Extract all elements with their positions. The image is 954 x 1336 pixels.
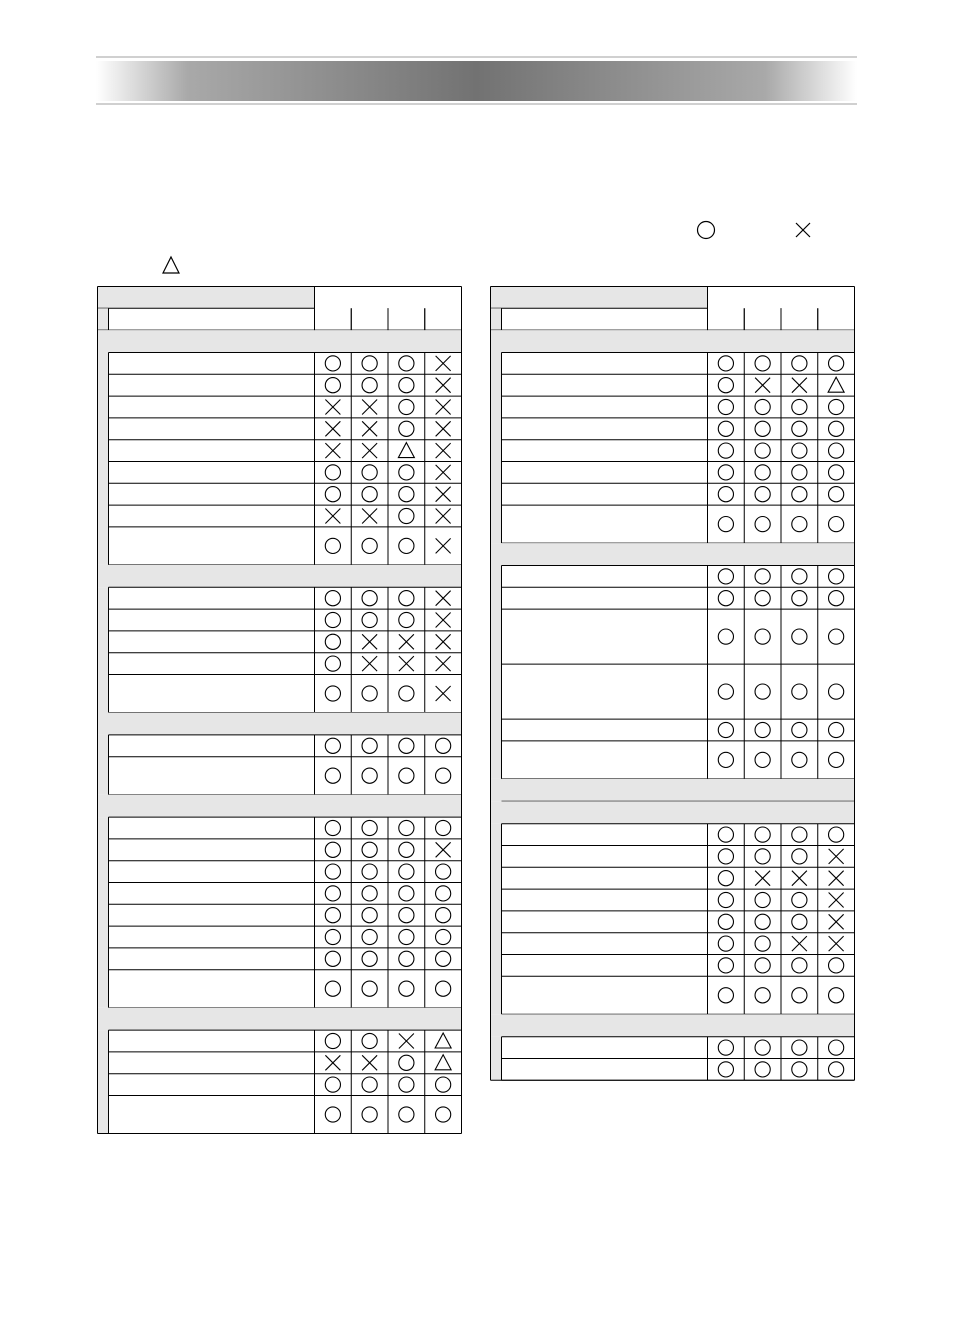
cross-mark — [829, 914, 844, 929]
cross-mark — [436, 591, 451, 606]
circle-mark — [718, 849, 733, 864]
cross-mark — [829, 936, 844, 951]
cross-mark — [325, 421, 340, 436]
circle-mark — [755, 591, 770, 606]
circle-mark — [718, 914, 733, 929]
circle-mark — [362, 686, 377, 701]
circle-mark — [362, 981, 377, 996]
cross-mark — [436, 356, 451, 371]
cross-mark — [436, 487, 451, 502]
header-label-cell — [491, 287, 708, 309]
circle-mark — [755, 752, 770, 767]
table-row — [502, 487, 855, 506]
circle-mark — [829, 517, 844, 532]
circle-mark — [718, 517, 733, 532]
circle-mark — [792, 1040, 807, 1055]
table-row — [109, 886, 462, 904]
circle-mark — [829, 591, 844, 606]
circle-mark — [362, 487, 377, 502]
circle-mark — [829, 752, 844, 767]
table-row — [109, 1055, 462, 1074]
circle-mark — [325, 768, 340, 783]
circle-mark — [436, 864, 451, 879]
table-row — [109, 908, 462, 926]
circle-mark — [829, 958, 844, 973]
circle-mark — [755, 399, 770, 414]
cross-mark — [436, 686, 451, 701]
legend-circle-icon — [695, 219, 717, 241]
cross-mark — [436, 509, 451, 524]
circle-mark — [362, 842, 377, 857]
cross-mark — [755, 378, 770, 393]
circle-mark — [718, 569, 733, 584]
section-header — [98, 565, 462, 587]
circle-mark — [829, 988, 844, 1003]
cross-mark — [325, 400, 340, 415]
circle-mark — [792, 827, 807, 842]
table-row — [502, 722, 855, 741]
circle-mark — [755, 1062, 770, 1077]
cross-mark — [362, 443, 377, 458]
section-header — [98, 795, 462, 817]
circle-mark — [792, 356, 807, 371]
table-row — [502, 443, 855, 462]
circle-mark — [399, 399, 414, 414]
circle-mark — [718, 443, 733, 458]
circle-mark — [792, 722, 807, 737]
table-row — [109, 508, 462, 527]
cross-mark — [436, 538, 451, 553]
table-row — [502, 936, 855, 955]
circle-mark — [718, 378, 733, 393]
section-3 — [491, 779, 855, 801]
circle-mark — [829, 487, 844, 502]
circle-mark — [399, 1107, 414, 1122]
table-row — [502, 752, 855, 779]
circle-mark — [792, 443, 807, 458]
circle-mark — [399, 981, 414, 996]
circle-mark — [436, 1077, 451, 1092]
cross-mark — [829, 893, 844, 908]
circle-mark — [829, 399, 844, 414]
circle-mark — [792, 958, 807, 973]
cross-mark — [436, 465, 451, 480]
circle-mark — [362, 1033, 377, 1048]
circle-mark — [399, 612, 414, 627]
circle-mark — [325, 886, 340, 901]
circle-mark — [755, 827, 770, 842]
table-row — [502, 1062, 855, 1081]
circle-mark — [718, 356, 733, 371]
table-row — [502, 849, 855, 867]
circle-mark — [325, 465, 340, 480]
circle-mark — [325, 1107, 340, 1122]
circle-mark — [399, 886, 414, 901]
table-row — [109, 378, 462, 397]
circle-mark — [718, 722, 733, 737]
circle-mark — [399, 356, 414, 371]
circle-mark — [436, 738, 451, 753]
circle-mark — [362, 1077, 377, 1092]
section-2 — [98, 565, 462, 713]
table-row — [502, 914, 855, 933]
circle-mark — [792, 629, 807, 644]
circle-mark — [718, 936, 733, 951]
circle-mark — [792, 517, 807, 532]
circle-mark — [362, 768, 377, 783]
triangle-mark — [828, 377, 844, 392]
circle-mark — [325, 929, 340, 944]
circle-mark — [399, 951, 414, 966]
circle-mark — [436, 886, 451, 901]
circle-mark — [362, 820, 377, 835]
circle-mark — [755, 517, 770, 532]
circle-mark — [362, 591, 377, 606]
circle-mark — [792, 1062, 807, 1077]
circle-mark — [399, 465, 414, 480]
circle-mark — [755, 684, 770, 699]
table-row — [109, 591, 462, 610]
cross-mark — [436, 613, 451, 628]
circle-mark — [325, 634, 340, 649]
circle-mark — [718, 629, 733, 644]
circle-mark — [325, 591, 340, 606]
circle-mark — [399, 864, 414, 879]
cross-mark — [436, 656, 451, 671]
section-header — [491, 779, 855, 801]
circle-mark — [829, 569, 844, 584]
circle-mark — [399, 538, 414, 553]
table-row — [109, 656, 462, 675]
circle-mark — [436, 908, 451, 923]
circle-mark — [829, 443, 844, 458]
section-1 — [491, 330, 855, 543]
circle-mark — [399, 421, 414, 436]
circle-mark — [755, 629, 770, 644]
table-row — [109, 820, 462, 839]
legend-cross-icon — [792, 219, 814, 241]
circle-mark — [792, 465, 807, 480]
legend-triangle-icon — [160, 254, 182, 276]
circle-mark — [718, 591, 733, 606]
cross-mark — [362, 1055, 377, 1070]
circle-mark — [792, 569, 807, 584]
section-header — [491, 801, 855, 823]
circle-mark — [792, 752, 807, 767]
circle-mark — [325, 908, 340, 923]
cross-mark — [325, 443, 340, 458]
section-header — [491, 543, 855, 565]
circle-mark — [362, 864, 377, 879]
table-row — [109, 1077, 462, 1096]
cross-mark — [829, 849, 844, 864]
circle-mark — [718, 399, 733, 414]
circle-mark — [755, 849, 770, 864]
circle-mark — [399, 686, 414, 701]
compatibility-table-right — [489, 285, 859, 1083]
circle-mark — [436, 981, 451, 996]
circle-mark — [792, 684, 807, 699]
circle-mark — [325, 356, 340, 371]
circle-mark — [718, 871, 733, 886]
circle-mark — [792, 591, 807, 606]
cross-mark — [325, 1055, 340, 1070]
cross-mark — [325, 509, 340, 524]
table-row — [109, 768, 462, 795]
table-row — [109, 634, 462, 653]
table-row — [109, 1107, 462, 1134]
table-row — [109, 612, 462, 631]
circle-mark — [436, 820, 451, 835]
circle-mark — [399, 820, 414, 835]
table-row — [502, 356, 855, 375]
compatibility-table-left — [96, 285, 466, 1136]
circle-mark — [362, 886, 377, 901]
circle-mark — [325, 981, 340, 996]
circle-mark — [325, 951, 340, 966]
header-label-cell — [98, 287, 315, 309]
triangle-mark — [398, 443, 414, 458]
table-row — [502, 465, 855, 484]
table-row — [502, 892, 855, 911]
table-row — [109, 538, 462, 565]
table-row — [109, 686, 462, 713]
circle-mark — [755, 988, 770, 1003]
circle-mark — [829, 356, 844, 371]
circle-mark — [362, 378, 377, 393]
circle-mark — [718, 684, 733, 699]
circle-mark — [436, 1107, 451, 1122]
triangle-mark — [435, 1055, 451, 1070]
circle-mark — [829, 722, 844, 737]
table-row — [502, 684, 855, 719]
circle-mark — [792, 487, 807, 502]
table-row — [502, 958, 855, 976]
section-5 — [98, 1008, 462, 1134]
circle-mark — [362, 929, 377, 944]
circle-mark — [718, 1062, 733, 1077]
circle-mark — [399, 738, 414, 753]
table-row — [502, 629, 855, 664]
circle-mark — [325, 820, 340, 835]
section-header — [491, 330, 855, 352]
circle-mark — [325, 378, 340, 393]
circle-mark — [325, 487, 340, 502]
table-row — [502, 421, 855, 440]
circle-mark — [399, 487, 414, 502]
section-header — [491, 1014, 855, 1036]
circle-mark — [325, 1077, 340, 1092]
circle-mark — [399, 1055, 414, 1070]
cross-mark — [362, 421, 377, 436]
section-header — [98, 1008, 462, 1030]
table-row — [502, 1040, 855, 1059]
cross-mark — [399, 1034, 414, 1049]
circle-mark — [718, 487, 733, 502]
circle-mark — [829, 827, 844, 842]
circle-mark — [718, 421, 733, 436]
table-row — [502, 827, 855, 846]
header-banner — [96, 56, 857, 106]
circle-mark — [325, 864, 340, 879]
circle-mark — [325, 738, 340, 753]
section-1 — [98, 330, 462, 565]
cross-mark — [436, 421, 451, 436]
circle-mark — [829, 1062, 844, 1077]
circle-mark — [755, 958, 770, 973]
circle-mark — [792, 421, 807, 436]
cross-mark — [829, 871, 844, 886]
table-row — [502, 399, 855, 418]
circle-mark — [362, 951, 377, 966]
table-row — [109, 864, 462, 883]
circle-mark — [792, 914, 807, 929]
circle-mark — [399, 842, 414, 857]
circle-mark — [362, 908, 377, 923]
circle-mark — [718, 752, 733, 767]
circle-mark — [325, 842, 340, 857]
cross-mark — [436, 842, 451, 857]
circle-mark — [399, 929, 414, 944]
circle-mark — [718, 958, 733, 973]
table-row — [109, 421, 462, 440]
circle-mark — [829, 465, 844, 480]
table-row — [109, 1033, 462, 1052]
circle-mark — [399, 508, 414, 523]
circle-mark — [755, 443, 770, 458]
cross-mark — [399, 634, 414, 649]
circle-mark — [325, 1033, 340, 1048]
cross-mark — [436, 634, 451, 649]
circle-mark — [718, 892, 733, 907]
cross-mark — [362, 509, 377, 524]
table-row — [109, 842, 462, 861]
circle-mark — [755, 936, 770, 951]
cross-mark — [362, 656, 377, 671]
circle-mark — [755, 914, 770, 929]
cross-mark — [436, 400, 451, 415]
table-row — [109, 399, 462, 418]
circle-mark — [718, 465, 733, 480]
circle-mark — [362, 356, 377, 371]
circle-mark — [829, 1040, 844, 1055]
circle-mark — [325, 656, 340, 671]
circle-mark — [325, 538, 340, 553]
circle-mark — [436, 768, 451, 783]
circle-mark — [399, 908, 414, 923]
table-row — [109, 443, 462, 462]
circle-mark — [755, 487, 770, 502]
circle-mark — [325, 612, 340, 627]
table-row — [502, 517, 855, 544]
table-row — [109, 981, 462, 1008]
circle-mark — [829, 629, 844, 644]
circle-mark — [399, 591, 414, 606]
table-row — [502, 988, 855, 1015]
circle-mark — [399, 768, 414, 783]
circle-mark — [718, 1040, 733, 1055]
cross-mark — [792, 871, 807, 886]
circle-mark — [325, 686, 340, 701]
circle-mark — [829, 421, 844, 436]
cross-mark — [399, 656, 414, 671]
cross-mark — [362, 634, 377, 649]
cross-mark — [755, 871, 770, 886]
circle-mark — [792, 849, 807, 864]
section-3 — [98, 713, 462, 795]
table-row — [109, 356, 462, 375]
section-header — [98, 713, 462, 735]
section-4 — [98, 795, 462, 1008]
table-row — [109, 929, 462, 948]
circle-mark — [362, 612, 377, 627]
circle-mark — [792, 988, 807, 1003]
circle-mark — [829, 684, 844, 699]
circle-mark — [792, 892, 807, 907]
cross-mark — [362, 400, 377, 415]
section-header — [98, 330, 462, 352]
section-4 — [491, 801, 855, 1014]
circle-mark — [362, 465, 377, 480]
table-row — [502, 569, 855, 588]
circle-mark — [718, 988, 733, 1003]
table-row — [502, 871, 855, 889]
cross-mark — [436, 443, 451, 458]
circle-mark — [755, 722, 770, 737]
circle-mark — [436, 929, 451, 944]
circle-mark — [755, 1040, 770, 1055]
cross-mark — [792, 936, 807, 951]
circle-mark — [362, 738, 377, 753]
circle-mark — [718, 827, 733, 842]
table-row — [109, 487, 462, 506]
circle-mark — [436, 951, 451, 966]
circle-mark — [755, 465, 770, 480]
circle-mark — [399, 378, 414, 393]
section-2 — [491, 543, 855, 779]
circle-mark — [755, 421, 770, 436]
table-row — [502, 377, 855, 396]
circle-mark — [362, 538, 377, 553]
table-row — [109, 465, 462, 484]
cross-mark — [792, 378, 807, 393]
circle-mark — [755, 356, 770, 371]
circle-mark — [755, 892, 770, 907]
triangle-mark — [435, 1033, 451, 1048]
table-row — [502, 591, 855, 610]
cross-mark — [436, 378, 451, 393]
circle-mark — [755, 569, 770, 584]
table-row — [109, 738, 462, 757]
circle-mark — [792, 399, 807, 414]
circle-mark — [399, 1077, 414, 1092]
circle-mark — [362, 1107, 377, 1122]
section-5 — [491, 1014, 855, 1080]
table-row — [109, 951, 462, 970]
